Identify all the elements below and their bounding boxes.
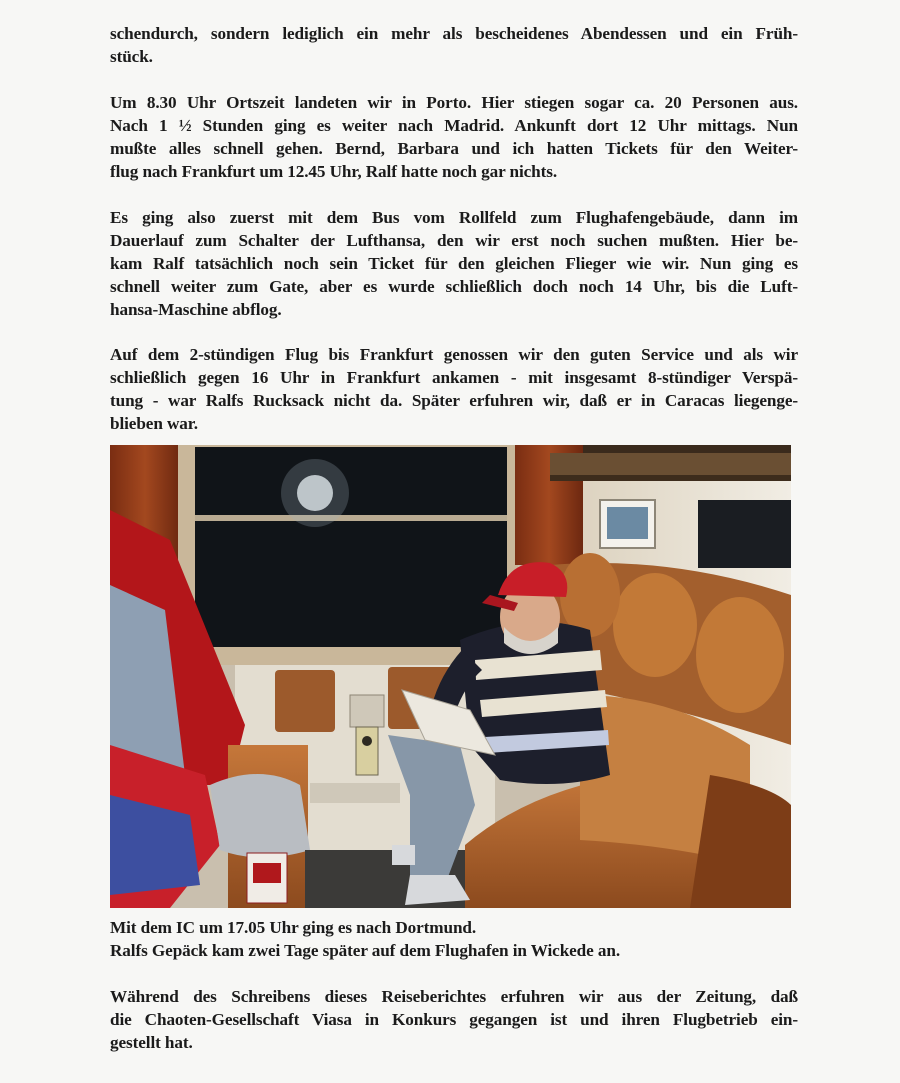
train-compartment-photo xyxy=(110,445,791,908)
text-line: Um 8.30 Uhr Ortszeit landeten wir in Porto. Hier stiegen sogar ca. 20 Personen aus. xyxy=(110,93,798,112)
text-line: tung - war Ralfs Rucksack nicht da. Später erfuhren wir, daß er in Caracas liegenge- xyxy=(110,391,798,410)
text-line: Es ging also zuerst mit dem Bus vom Rollfeld zum Flughafengebäude, dann im xyxy=(110,208,798,227)
text-line: Ralfs Gepäck kam zwei Tage später auf dem Flughafen in Wickede an. xyxy=(110,941,621,960)
paragraph-1 xyxy=(110,22,798,68)
text-line: Nach 1 ½ Stunden ging es weiter nach Madrid. Ankunft dort 12 Uhr mittags. Nun xyxy=(110,116,798,135)
text-line: schendurch, sondern lediglich ein mehr als bescheidenes Abendessen und ein Früh- xyxy=(110,24,798,43)
text-line: kam Ralf tatsächlich noch sein Ticket für den gleichen Flieger wie wir. Nun ging es xyxy=(110,254,798,273)
text-line: mußte alles schnell gehen. Bernd, Barbara und ich hatten Tickets für den Weiter- xyxy=(110,139,798,158)
text-line: Während des Schreibens dieses Reiseberichtes erfuhren wir aus der Zeitung, daß xyxy=(110,987,798,1006)
paragraph-5 xyxy=(110,985,798,1054)
text-line: schnell weiter zum Gate, aber es wurde schließlich doch noch 14 Uhr, bis die Luft- xyxy=(110,277,798,296)
text-line: flug nach Frankfurt um 12.45 Uhr, Ralf hatte noch gar nichts. xyxy=(110,162,558,181)
photo-illustration xyxy=(110,445,791,908)
text-line: blieben war. xyxy=(110,414,198,433)
text-line: Auf dem 2-stündigen Flug bis Frankfurt genossen wir den guten Service und als wir xyxy=(110,345,798,364)
text-line: die Chaoten-Gesellschaft Viasa in Konkurs gegangen ist und ihren Flugbetrieb ein- xyxy=(110,1010,798,1029)
text-line: stück. xyxy=(110,47,153,66)
text-line: schließlich gegen 16 Uhr in Frankfurt ankamen - mit insgesamt 8-stündiger Verspä- xyxy=(110,368,798,387)
paragraph-2 xyxy=(110,91,798,183)
paragraph-4 xyxy=(110,343,798,435)
text-line: gestellt hat. xyxy=(110,1033,193,1052)
text-line: Dauerlauf zum Schalter der Lufthansa, den wir erst noch suchen mußten. Hier be- xyxy=(110,231,798,250)
text-line: Mit dem IC um 17.05 Uhr ging es nach Dortmund. xyxy=(110,918,477,937)
paragraph-3 xyxy=(110,206,798,321)
text-line: hansa-Maschine abflog. xyxy=(110,300,282,319)
photo-caption xyxy=(110,916,798,962)
